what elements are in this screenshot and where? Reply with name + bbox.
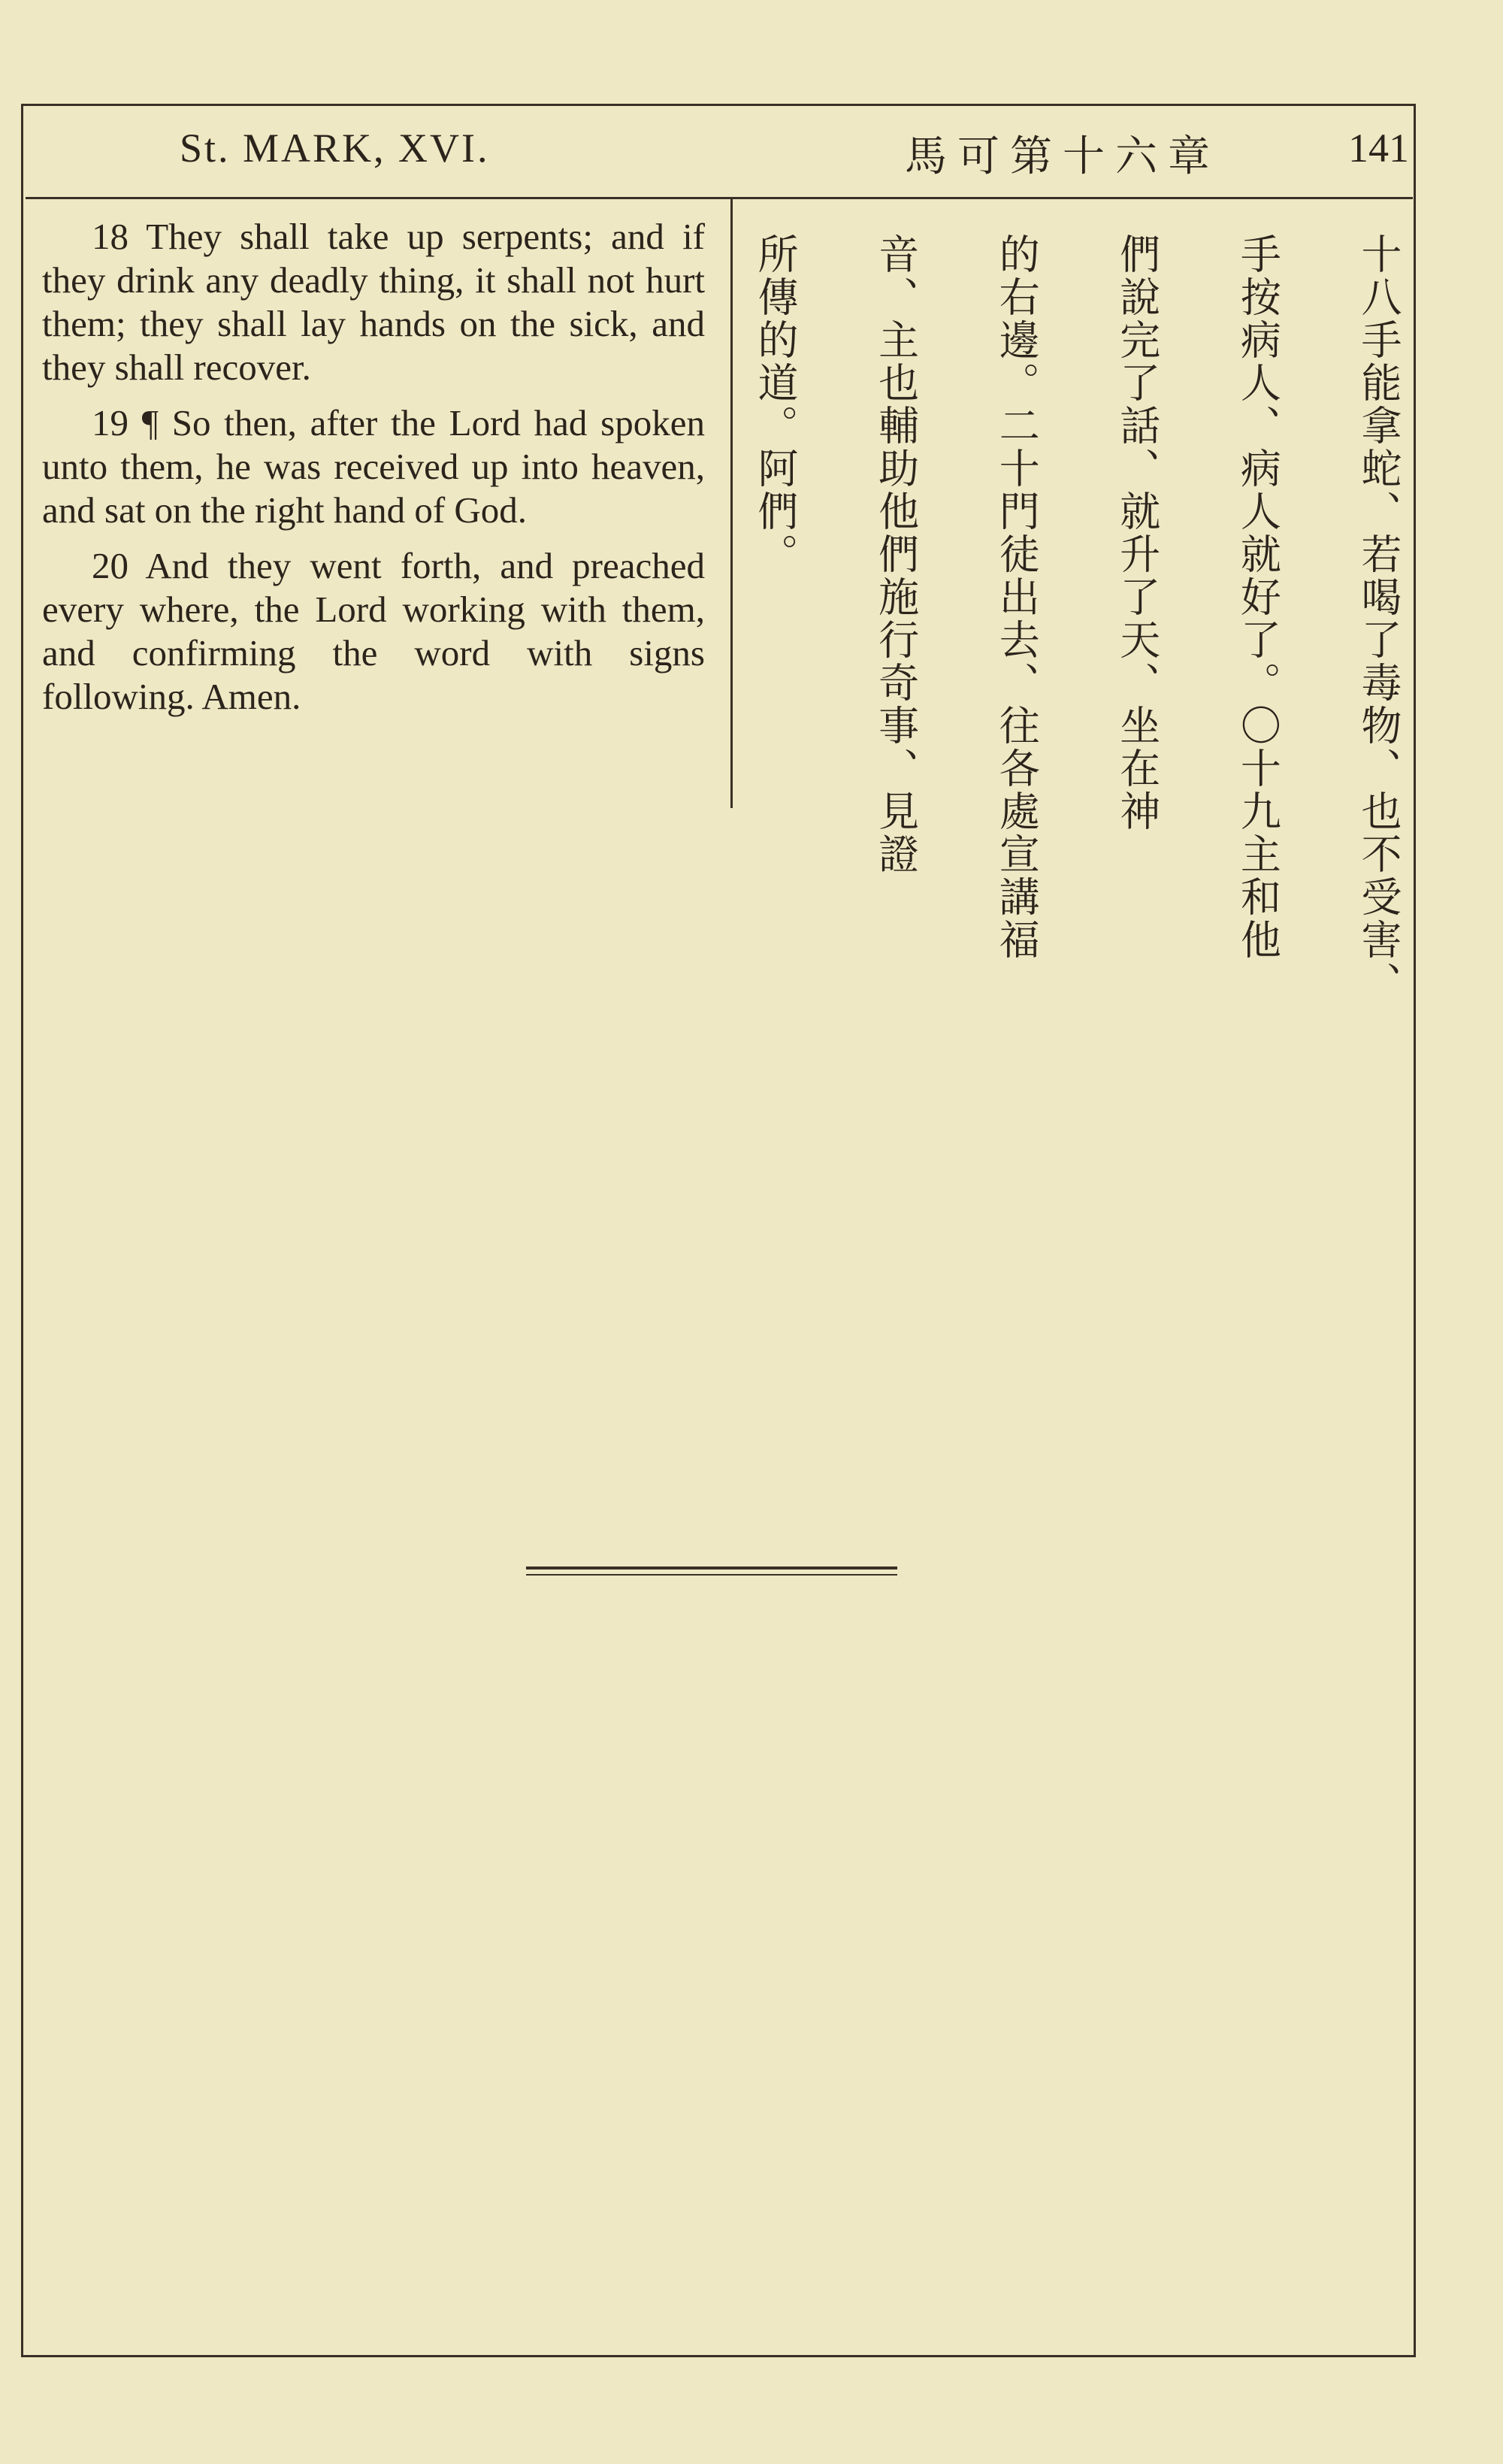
page-number: 141 xyxy=(1348,126,1409,171)
chinese-column-3: 們說完了話、就升了天、坐在神 xyxy=(1113,233,1161,833)
end-of-section-rule xyxy=(526,1566,897,1576)
running-title-chinese: 馬可第十六章 xyxy=(905,132,1220,181)
chinese-column-1: 十八手能拿蛇、若喝了毒物、也不受害、 xyxy=(1354,233,1402,1004)
chinese-column-6: 所傳的道。阿們。 xyxy=(752,233,799,576)
chinese-column-2: 手按病人、病人就好了。〇十九主和他 xyxy=(1234,233,1282,961)
chinese-column-5: 音、主也輔助他們施行奇事、見證 xyxy=(872,233,920,876)
chinese-text-column xyxy=(748,233,1405,1004)
verse-20: 20 And they went forth, and preached every where, the Lord working with them, and confirming the word with signs following. Amen. xyxy=(42,545,705,717)
chinese-column-4: 的右邊。二十門徒出去、往各處宣講福 xyxy=(993,233,1041,961)
running-title-english: St. MARK, XVI. xyxy=(180,126,490,171)
column-divider xyxy=(730,199,733,808)
page-header xyxy=(26,107,1413,199)
english-text-column xyxy=(42,215,705,731)
verse-19: 19 ¶ So then, after the Lord had spoken unto them, he was received up into heaven, and sat on the right hand of God. xyxy=(42,402,705,531)
verse-18: 18 They shall take up serpents; and if they drink any deadly thing, it shall not hurt them; they shall lay hands on the sick, and they shall recover. xyxy=(42,216,705,388)
